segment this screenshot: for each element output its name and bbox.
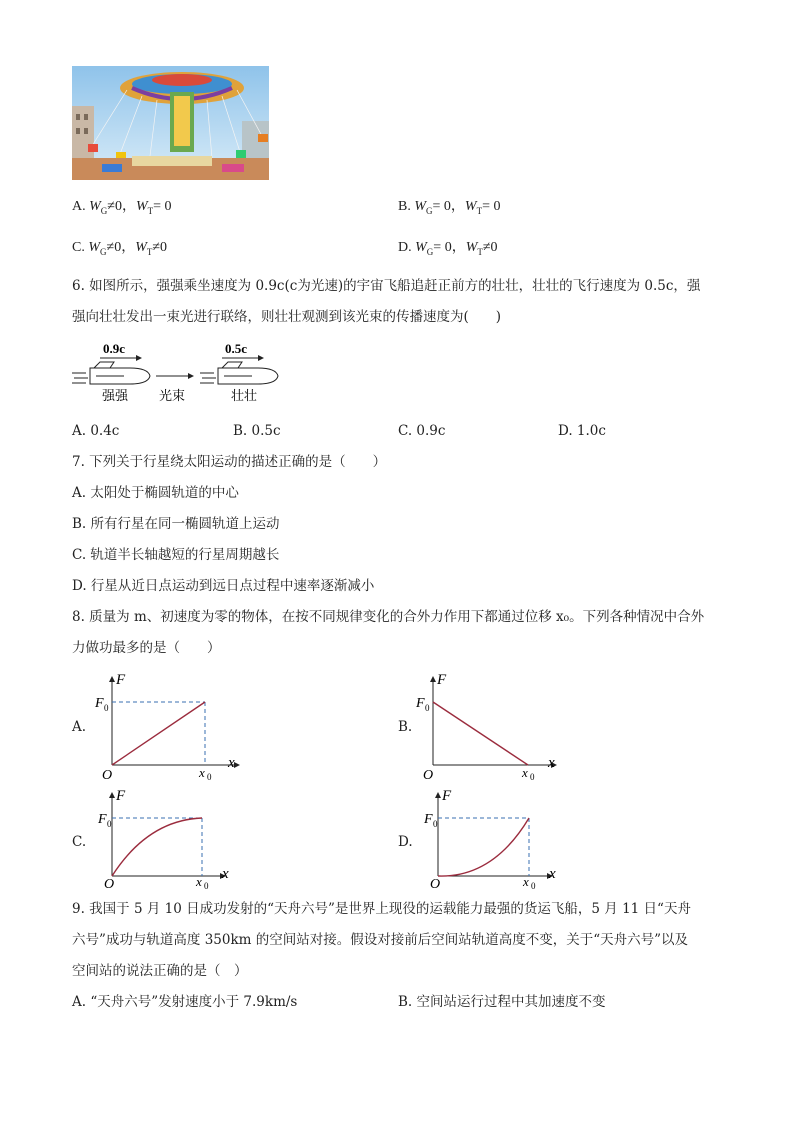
q9-stem-line3: 空间站的说法正确的是（ ） [72,963,248,979]
svg-text:0: 0 [204,881,209,890]
q7-option-d[interactable]: D. 行星从近日点运动到远日点过程中速率逐渐减小 [72,578,375,594]
q6-stem-line1: 6. 如图所示，强强乘坐速度为 0.9c(c为光速)的宇宙飞船追赶正前方的壮壮，壮壮的飞行速度为 0.5c，强 [72,278,701,294]
svg-text:x: x [549,866,556,882]
q8-graph-c [92,786,252,890]
q6-stem-line2: 强向壮壮发出一束光进行联络，则壮壮观测到该光束的传播速度为( ) [72,309,502,325]
beam-label: 光束 [159,388,186,403]
graph-d-curve [438,818,529,876]
q5-option-a[interactable]: A. $W_G\ne 0$，$W_T= 0$ [72,199,172,216]
q8-graph-label-c[interactable]: C. [72,834,87,850]
svg-text:0: 0 [425,703,430,713]
right-person-label: 壮壮 [231,388,258,403]
q8-graph-label-b[interactable]: B. [398,719,413,735]
graph-c-curve [112,818,202,876]
left-speed-label: 0.9c [103,341,126,356]
svg-text:O: O [423,768,434,782]
q9-stem-line1: 9. 我国于 5 月 10 日成功发射的“天舟六号”是世界上现役的运载能力最强的货运飞船，5 月 11 日“天舟 [72,901,691,917]
svg-text:0: 0 [107,819,112,829]
q8-graph-label-a[interactable]: A. [72,719,87,735]
svg-text:x: x [196,874,202,889]
svg-text:0: 0 [207,772,212,782]
q8-stem-line2: 力做功最多的是（ ） [72,640,221,656]
q6-option-c[interactable]: C. 0.9c [398,423,446,439]
q5-option-d[interactable]: D. $W_G= 0$，$W_T\ne 0$ [398,240,498,257]
svg-text:F: F [116,672,126,688]
svg-text:x: x [228,755,235,771]
q5-option-b[interactable]: B. $W_G= 0$，$W_T= 0$ [398,199,501,216]
q6-option-d[interactable]: D. 1.0c [558,423,606,439]
svg-text:x: x [523,874,529,889]
svg-text:F: F [98,812,107,827]
svg-text:F: F [437,672,447,688]
q9-option-a[interactable]: A. “天舟六号”发射速度小于 7.9km/s [72,994,298,1010]
q5-option-c[interactable]: C. $W_G\ne 0$，$W_T\ne 0$ [72,240,168,257]
svg-text:F: F [416,696,425,711]
swing-ride-photo [72,66,269,180]
svg-text:x: x [199,765,205,780]
svg-text:O: O [104,877,115,890]
q7-option-a[interactable]: A. 太阳处于椭圆轨道的中心 [72,485,239,501]
q6-option-a[interactable]: A. 0.4c [72,423,120,439]
svg-text:O: O [430,877,441,890]
graph-b-curve [433,702,528,765]
graph-a-curve [112,702,205,765]
q8-graph-d [413,786,573,890]
q8-stem-line1: 8. 质量为 m、初速度为零的物体，在按不同规律变化的合外力作用下都通过位移 x₀。下列各种情况中合外 [72,609,705,625]
q8-graph-a [92,670,252,782]
q7-option-c[interactable]: C. 轨道半长轴越短的行星周期越长 [72,547,280,563]
svg-text:F: F [424,812,433,827]
q9-stem-line2: 六号”成功与轨道高度 350km 的空间站对接。假设对接前后空间站轨道高度不变，关于“天舟六号”以及 [72,932,689,948]
svg-text:x: x [548,755,555,771]
q8-graph-label-d[interactable]: D. [398,834,413,850]
q7-option-b[interactable]: B. 所有行星在同一椭圆轨道上运动 [72,516,280,532]
left-person-label: 强强 [102,388,129,403]
left-spaceship-icon [72,362,150,384]
svg-text:F: F [116,788,126,804]
svg-text:O: O [102,768,113,782]
q8-graph-b [413,670,573,782]
svg-text:0: 0 [433,819,438,829]
svg-text:F: F [95,696,104,711]
svg-text:0: 0 [104,703,109,713]
q6-option-b[interactable]: B. 0.5c [233,423,281,439]
q7-stem: 7. 下列关于行星绕太阳运动的描述正确的是（ ） [72,454,387,470]
right-spaceship-icon [200,362,278,384]
q6-figure [70,338,290,408]
q9-option-b[interactable]: B. 空间站运行过程中其加速度不变 [398,994,606,1010]
svg-text:0: 0 [530,772,535,782]
svg-text:x: x [222,866,229,882]
svg-text:x: x [522,765,528,780]
svg-text:F: F [442,788,452,804]
svg-text:0: 0 [531,881,536,890]
right-speed-label: 0.5c [225,341,248,356]
